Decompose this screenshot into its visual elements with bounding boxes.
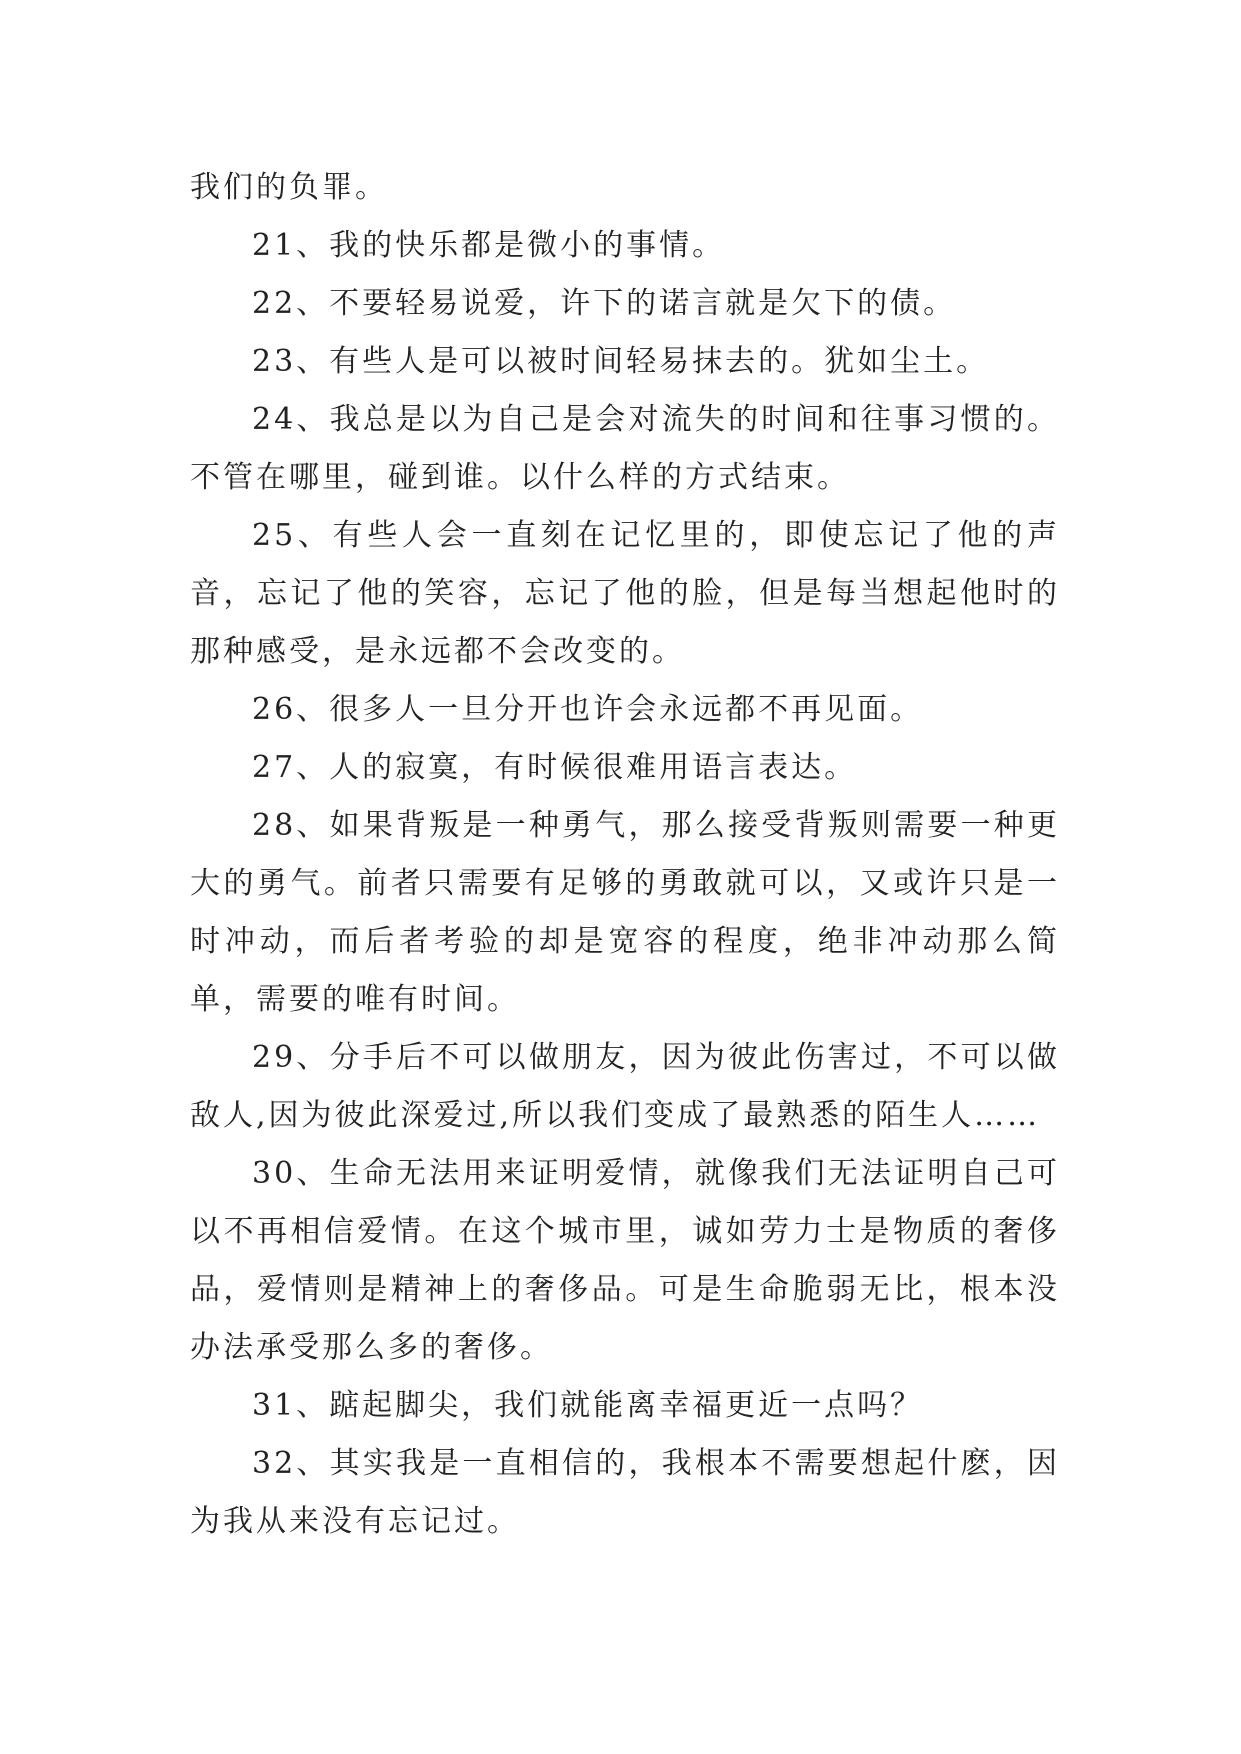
paragraph-24: 24、我总是以为自己是会对流失的时间和往事习惯的。不管在哪里，碰到谁。以什么样的方式结束。 bbox=[190, 402, 1060, 495]
paragraph-continuation: 我们的负罪。 bbox=[190, 170, 388, 205]
paragraph-30: 30、生命无法用来证明爱情，就像我们无法证明自己可以不再相信爱情。在这个城市里，诚如劳力士是物质的奢侈品，爱情则是精神上的奢侈品。可是生命脆弱无比，根本没办法承受那么多的奢侈。 bbox=[190, 1156, 1060, 1365]
paragraph-26: 26、很多人一旦分开也许会永远都不再见面。 bbox=[252, 692, 924, 727]
paragraph-27: 27、人的寂寞，有时候很难用语言表达。 bbox=[252, 750, 858, 785]
paragraph-31: 31、踮起脚尖，我们就能离幸福更近一点吗？ bbox=[252, 1388, 924, 1423]
paragraph-28: 28、如果背叛是一种勇气，那么接受背叛则需要一种更大的勇气。前者只需要有足够的勇敢就可以，又或许只是一时冲动，而后者考验的却是宽容的程度，绝非冲动那么简单，需要的唯有时间。 bbox=[190, 808, 1060, 1017]
paragraph-22: 22、不要轻易说爱，许下的诺言就是欠下的债。 bbox=[252, 286, 957, 321]
document-body bbox=[190, 159, 1060, 1551]
paragraph-32: 32、其实我是一直相信的，我根本不需要想起什麽，因为我从来没有忘记过。 bbox=[190, 1446, 1060, 1539]
paragraph-25: 25、有些人会一直刻在记忆里的，即使忘记了他的声音，忘记了他的笑容，忘记了他的脸，但是每当想起他时的那种感受，是永远都不会改变的。 bbox=[190, 518, 1060, 669]
paragraph-29: 29、分手后不可以做朋友，因为彼此伤害过，不可以做敌人,因为彼此深爱过,所以我们变成了最熟悉的陌生人…… bbox=[190, 1040, 1060, 1133]
paragraph-23: 23、有些人是可以被时间轻易抹去的。犹如尘土。 bbox=[252, 344, 990, 379]
paragraph-21: 21、我的快乐都是微小的事情。 bbox=[252, 228, 726, 263]
